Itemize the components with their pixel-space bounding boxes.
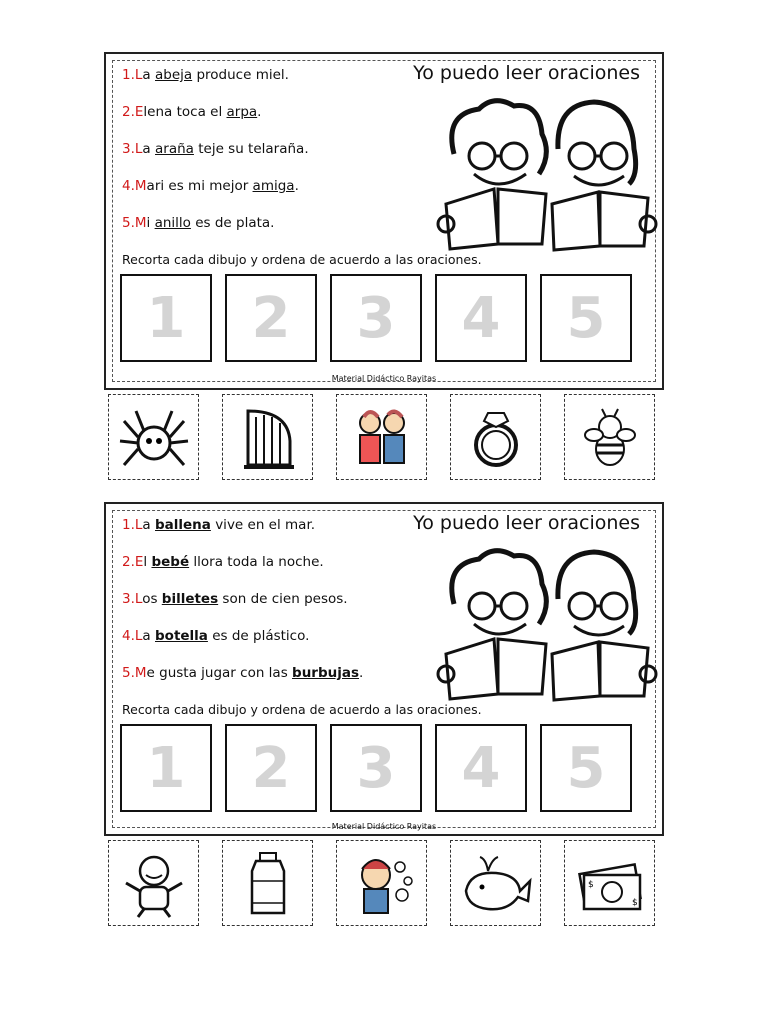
sentence-3	[122, 138, 309, 175]
keyword: bebé	[151, 554, 190, 570]
keyword: arpa	[226, 104, 258, 120]
sentence-first-letter: E	[134, 554, 144, 570]
svg-text:$: $	[587, 880, 594, 890]
worksheet-1	[92, 42, 678, 497]
sentence-text: son de cien pesos.	[218, 591, 348, 607]
credit-text: Material Didáctico Rayitas	[331, 374, 437, 383]
sentence-5	[122, 212, 309, 249]
answer-boxes	[120, 724, 632, 812]
box-number: 4	[461, 285, 501, 351]
keyword: amiga	[252, 178, 295, 194]
money-icon	[572, 847, 648, 919]
box-number: 5	[566, 285, 606, 351]
sentence-3	[122, 588, 363, 625]
instruction-text: Recorta cada dibujo y ordena de acuerdo a las oraciones.	[122, 702, 482, 717]
sentence-2	[122, 101, 309, 138]
sentence-5	[122, 662, 363, 699]
keyword: burbujas	[292, 665, 360, 681]
sentence-number: 1.	[122, 517, 135, 533]
sentence-text: a	[142, 141, 155, 157]
sentence-2	[122, 551, 363, 588]
answer-box-5	[540, 274, 632, 362]
reading-children-illustration	[434, 94, 658, 254]
answer-boxes	[120, 274, 632, 362]
whale-icon	[458, 847, 534, 919]
answer-box-2	[225, 274, 317, 362]
worksheet-2	[92, 492, 678, 937]
answer-box-2	[225, 724, 317, 812]
svg-text:$: $	[631, 898, 638, 908]
sentence-first-letter: M	[134, 215, 147, 231]
sentence-4	[122, 625, 363, 662]
sentence-text: i	[146, 215, 155, 231]
keyword: araña	[155, 141, 194, 157]
box-number: 1	[146, 735, 186, 801]
ring-icon	[458, 401, 534, 473]
sentence-first-letter: L	[134, 517, 143, 533]
sentence-number: 2.	[122, 104, 135, 120]
sentence-number: 2.	[122, 554, 135, 570]
sentence-text: llora toda la noche.	[189, 554, 324, 570]
sentence-text: os	[142, 591, 162, 607]
box-number: 3	[356, 285, 396, 351]
spider-icon	[116, 401, 192, 473]
sentence-text: es de plástico.	[207, 628, 310, 644]
friends-icon	[344, 401, 420, 473]
sentence-text: es de plata.	[190, 215, 275, 231]
cutout-card	[336, 840, 427, 926]
answer-box-4	[435, 724, 527, 812]
sentence-text: .	[294, 178, 299, 194]
credit-text: Material Didáctico Rayitas	[331, 822, 437, 831]
sentence-text: l	[143, 554, 152, 570]
cutout-card	[108, 394, 199, 480]
sentence-text: a	[142, 67, 155, 83]
sentence-text: a	[142, 628, 155, 644]
sentence-number: 1.	[122, 67, 135, 83]
box-number: 5	[566, 735, 606, 801]
worksheet-title: Yo puedo leer oraciones	[413, 62, 640, 84]
sentence-text: ari es mi mejor	[146, 178, 253, 194]
sentence-text: produce miel.	[192, 67, 289, 83]
box-number: 4	[461, 735, 501, 801]
sentence-text: .	[359, 665, 364, 681]
box-number: 1	[146, 285, 186, 351]
sentence-number: 5.	[122, 665, 135, 681]
sentence-text: teje su telaraña.	[193, 141, 309, 157]
sentence-1	[122, 64, 309, 101]
answer-box-1	[120, 274, 212, 362]
sentence-text: .	[257, 104, 262, 120]
sentence-number: 5.	[122, 215, 135, 231]
keyword: botella	[155, 628, 208, 644]
answer-box-3	[330, 724, 422, 812]
cutout-card	[450, 840, 541, 926]
sentence-number: 3.	[122, 141, 135, 157]
sentence-number: 4.	[122, 178, 135, 194]
sentence-first-letter: M	[134, 178, 147, 194]
cutout-card	[450, 394, 541, 480]
cutout-cards	[108, 840, 655, 926]
answer-box-3	[330, 274, 422, 362]
keyword: ballena	[155, 517, 211, 533]
answer-box-4	[435, 274, 527, 362]
sentence-1	[122, 514, 363, 551]
sentence-text: vive en el mar.	[210, 517, 316, 533]
worksheet-panel	[104, 52, 664, 390]
cutout-card	[564, 394, 655, 480]
cutout-cards	[108, 394, 655, 480]
sentence-list	[122, 514, 363, 699]
sentence-first-letter: L	[134, 67, 143, 83]
sentence-first-letter: L	[134, 591, 143, 607]
keyword: abeja	[155, 67, 193, 83]
bee-icon	[572, 401, 648, 473]
sentence-text: a	[142, 517, 155, 533]
harp-icon	[230, 401, 306, 473]
sentence-first-letter: E	[134, 104, 144, 120]
cutout-card	[222, 840, 313, 926]
box-number: 2	[251, 735, 291, 801]
reading-children-illustration	[434, 544, 658, 704]
sentence-list	[122, 64, 309, 249]
bottle-icon	[230, 847, 306, 919]
cutout-card	[564, 840, 655, 926]
cutout-card	[336, 394, 427, 480]
sentence-number: 4.	[122, 628, 135, 644]
sentence-4	[122, 175, 309, 212]
cutout-card	[222, 394, 313, 480]
sentence-text: e gusta jugar con las	[146, 665, 293, 681]
sentence-number: 3.	[122, 591, 135, 607]
instruction-text: Recorta cada dibujo y ordena de acuerdo a las oraciones.	[122, 252, 482, 267]
sentence-first-letter: M	[134, 665, 147, 681]
answer-box-1	[120, 724, 212, 812]
baby-icon	[116, 847, 192, 919]
bubbles-girl-icon	[344, 847, 420, 919]
sentence-text: lena toca el	[143, 104, 227, 120]
worksheet-panel	[104, 502, 664, 836]
answer-box-5	[540, 724, 632, 812]
sentence-first-letter: L	[134, 628, 143, 644]
box-number: 3	[356, 735, 396, 801]
box-number: 2	[251, 285, 291, 351]
keyword: anillo	[154, 215, 191, 231]
cutout-card	[108, 840, 199, 926]
worksheet-title: Yo puedo leer oraciones	[413, 512, 640, 534]
sentence-first-letter: L	[134, 141, 143, 157]
keyword: billetes	[161, 591, 219, 607]
